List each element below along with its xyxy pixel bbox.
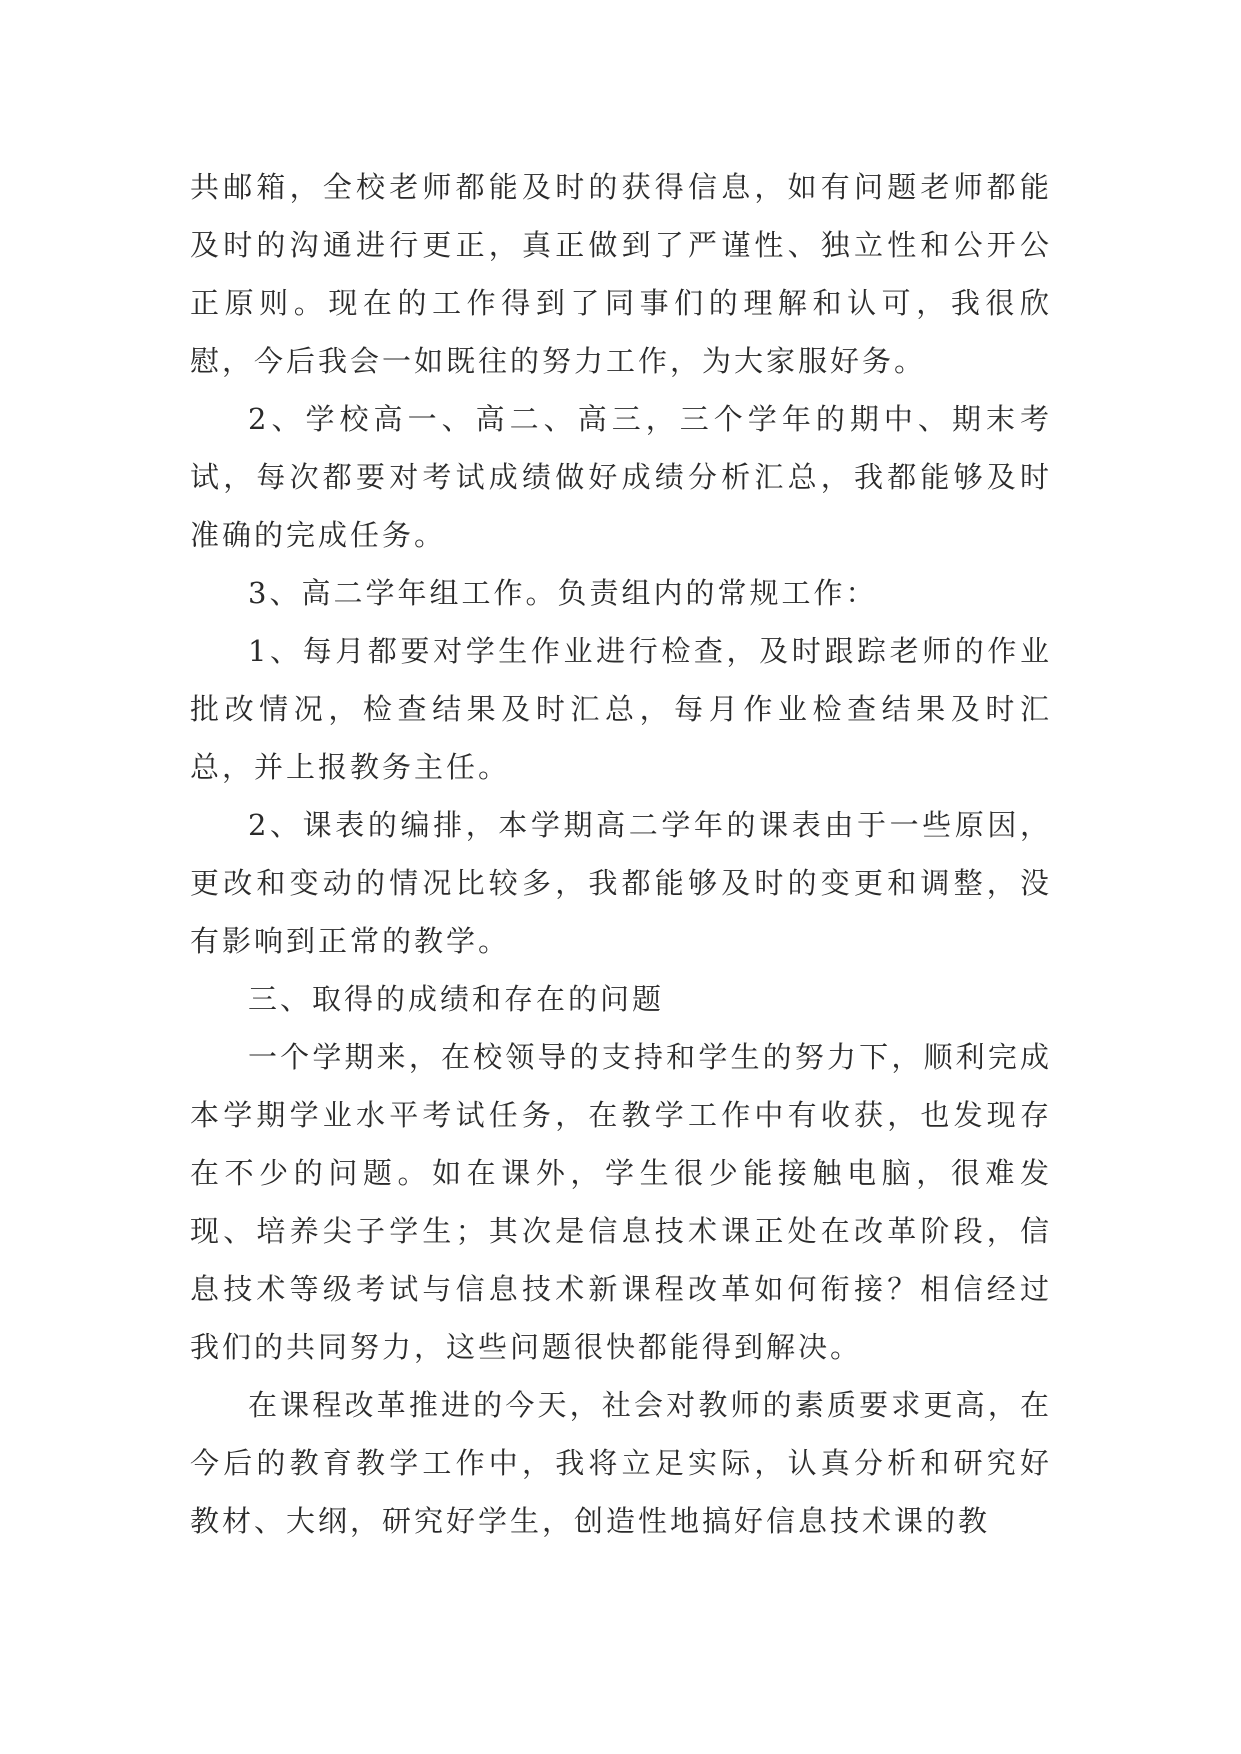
paragraph-2: 2、学校高一、高二、高三，三个学年的期中、期末考试，每次都要对考试成绩做好成绩分析汇总，我都能够及时准确的完成任务。 — [190, 402, 1052, 552]
paragraph-6: 一个学期来，在校领导的支持和学生的努力下，顺利完成本学期学业水平考试任务，在教学工作中有收获，也发现存在不少的问题。如在课外，学生很少能接触电脑，很难发现、培养尖子学生；其次是信息技术课正处在改革阶段，信息技术等级考试与信息技术新课程改革如何衔接？相信经过我们的共同努力，这些问题很快都能得到解决。 — [190, 1040, 1052, 1364]
paragraph-7: 在课程改革推进的今天，社会对教师的素质要求更高，在今后的教育教学工作中，我将立足实际，认真分析和研究好教材、大纲，研究好学生，创造性地搞好信息技术课的教 — [190, 1388, 1052, 1538]
paragraph-4: 1、每月都要对学生作业进行检查，及时跟踪老师的作业批改情况，检查结果及时汇总，每月作业检查结果及时汇总，并上报教务主任。 — [190, 634, 1052, 784]
paragraph-1: 共邮箱，全校老师都能及时的获得信息，如有问题老师都能及时的沟通进行更正，真正做到了严谨性、独立性和公开公正原则。现在的工作得到了同事们的理解和认可，我很欣慰，今后我会一如既往的努力工作，为大家服好务。 — [190, 170, 1052, 378]
paragraph-3: 3、高二学年组工作。负责组内的常规工作： — [248, 576, 878, 610]
document-body — [190, 158, 1052, 1550]
paragraph-5: 2、课表的编排，本学期高二学年的课表由于一些原因，更改和变动的情况比较多，我都能够及时的变更和调整，没有影响到正常的教学。 — [190, 808, 1052, 958]
section-heading: 三、取得的成绩和存在的问题 — [248, 982, 665, 1016]
